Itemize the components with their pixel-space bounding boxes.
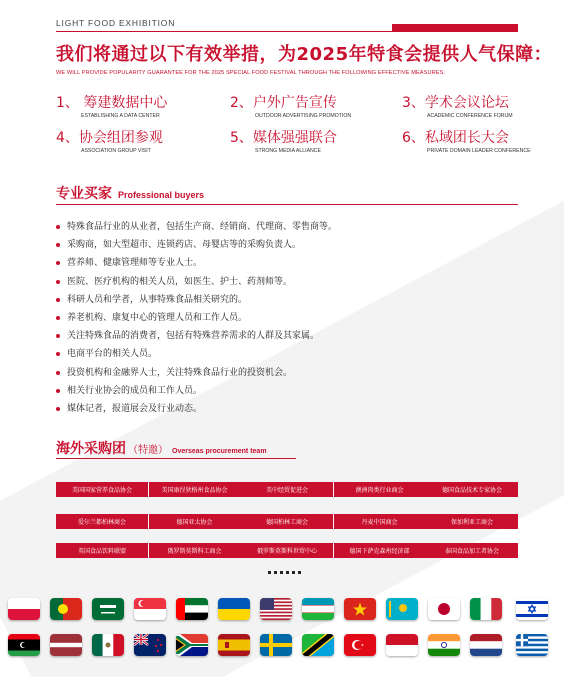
new-zealand-flag — [134, 634, 166, 656]
indonesia-flag — [386, 634, 418, 656]
subheadline: WE WILL PROVIDE POPULARITY GUARANTEE FOR THE 2025 SPECIAL FOOD FESTIVAL THROUGH THE FOLLOWING EFFECTIVE MEASURES： — [56, 70, 450, 76]
list-item: 养老机构、康复中心的管理人员和工作人员。 — [56, 309, 516, 327]
buyers-section-rule — [56, 204, 518, 205]
measure-title: 5、媒体强强联合 — [230, 130, 337, 146]
measure-subtitle: ESTABLISHING A DATA CENTER — [81, 113, 160, 119]
buyers-title-cn: 专业买家 — [56, 186, 112, 202]
org-badge: 澳洲肉类行业商会 — [334, 482, 426, 497]
bullet-icon — [56, 371, 60, 375]
org-badge: 爱尔兰都柏林商会 — [56, 514, 148, 529]
org-badge: 俄罗斯莫斯科世贸中心 — [241, 543, 333, 558]
measure-item — [402, 92, 564, 119]
bullet-icon — [56, 407, 60, 411]
bullet-icon — [56, 261, 60, 265]
greece-flag — [516, 634, 548, 656]
overseas-section-rule — [56, 458, 296, 459]
poland-flag — [8, 598, 40, 620]
india-flag — [428, 634, 460, 656]
singapore-flag — [134, 598, 166, 620]
bullet-icon — [56, 316, 60, 320]
bullet-icon — [56, 389, 60, 393]
bullet-icon — [56, 298, 60, 302]
dot-icon — [274, 571, 277, 574]
usa-flag — [260, 598, 292, 620]
org-badge: 美国康涅狄格州食品协会 — [149, 482, 241, 497]
headline: 我们将通过以下有效举措，为2025年特食会提供人气保障： — [56, 44, 553, 65]
measure-subtitle: STRONG MEDIA ALLIANCE — [255, 148, 322, 154]
org-badge: 德国柏林工商会 — [241, 514, 333, 529]
measure-title: 6、私域团长大会 — [402, 130, 509, 146]
pagination-dots — [268, 571, 301, 574]
measure-title: 3、学术会议论坛 — [402, 95, 509, 111]
top-accent-block — [392, 24, 518, 32]
list-item: 特殊食品行业的从业者，包括生产商、经销商、代理商、零售商等。 — [56, 218, 516, 236]
spain-flag — [218, 634, 250, 656]
list-item: 媒体记者，报道展会及行业动态。 — [56, 400, 516, 418]
overseas-title-note: （特邀） — [128, 445, 168, 456]
list-item: 投资机构和金融界人士，关注特殊食品行业的投资机会。 — [56, 364, 516, 382]
measure-title: 1、 筹建数据中心 — [56, 95, 168, 111]
dot-icon — [298, 571, 301, 574]
list-item: 相关行业协会的成员和工作人员。 — [56, 382, 516, 400]
org-badge: 保加利亚工商会 — [426, 514, 518, 529]
portugal-flag — [50, 598, 82, 620]
list-item: 采购商，如大型超市、连锁药店、母婴店等的采购负责人。 — [56, 236, 516, 254]
buyers-section-title — [56, 183, 204, 203]
dot-icon — [286, 571, 289, 574]
bullet-icon — [56, 334, 60, 338]
kazakhstan-flag — [386, 598, 418, 620]
org-badge: 德国亚太协会 — [149, 514, 241, 529]
measure-subtitle: PRIVATE DOMAIN LEADER CONFERENCE — [427, 148, 531, 154]
org-badge: 美中经贸促进会 — [241, 482, 333, 497]
org-badge: 德国食品技术专家协会 — [426, 482, 518, 497]
bullet-icon — [56, 225, 60, 229]
uzbekistan-flag — [302, 598, 334, 620]
list-item: 科研人员和学者，从事特殊食品相关研究的。 — [56, 291, 516, 309]
overseas-section-title — [56, 438, 267, 458]
israel-flag — [516, 598, 548, 620]
measure-subtitle: ACADEMIC CONFERENCE FORUM — [427, 113, 513, 119]
overseas-org-grid — [56, 482, 518, 562]
overseas-title-en: Overseas procurement team — [172, 448, 267, 455]
italy-flag — [470, 598, 502, 620]
mexico-flag — [92, 634, 124, 656]
tanzania-flag — [302, 634, 334, 656]
saudi-arabia-flag — [92, 598, 124, 620]
bullet-icon — [56, 243, 60, 247]
vietnam-flag — [344, 598, 376, 620]
netherlands-flag — [470, 634, 502, 656]
dot-icon — [292, 571, 295, 574]
latvia-flag — [50, 634, 82, 656]
buyers-title-en: Professional buyers — [118, 190, 205, 200]
measures-grid — [56, 92, 536, 162]
measure-item — [56, 127, 226, 154]
buyers-list — [56, 218, 516, 418]
dot-icon — [280, 571, 283, 574]
measure-subtitle: OUTDOOR ADVERTISING PROMOTION — [255, 113, 352, 119]
turkey-flag — [344, 634, 376, 656]
measure-item — [230, 92, 400, 119]
overseas-title-cn: 海外采购团 — [56, 441, 126, 457]
measure-title: 4、协会组团参观 — [56, 130, 163, 146]
measure-subtitle: ASSOCIATION GROUP VISIT — [81, 148, 151, 154]
japan-flag — [428, 598, 460, 620]
org-badge: 丹麦中国商会 — [334, 514, 426, 529]
south-africa-flag — [176, 634, 208, 656]
measure-item — [56, 92, 226, 119]
libya-flag — [8, 634, 40, 656]
list-item: 电商平台的相关人员。 — [56, 345, 516, 363]
flags-row — [8, 596, 556, 660]
org-badge: 美国国家营养食品协会 — [56, 482, 148, 497]
org-badge: 泰国食品加工者协会 — [426, 543, 518, 558]
top-rule — [56, 31, 392, 32]
brand-label: LIGHT FOOD EXHIBITION — [56, 18, 176, 28]
org-badge: 俄罗斯莫斯科工商会 — [149, 543, 241, 558]
uae-flag — [176, 598, 208, 620]
list-item: 营养师、健康管理师等专业人士。 — [56, 254, 516, 272]
org-badge: 英国食品饮料联盟 — [56, 543, 148, 558]
measure-title: 2、户外广告宣传 — [230, 95, 337, 111]
dot-icon — [268, 571, 271, 574]
top-bar — [0, 14, 564, 34]
measure-item — [402, 127, 564, 154]
bullet-icon — [56, 280, 60, 284]
sweden-flag — [260, 634, 292, 656]
list-item: 关注特殊食品的消费者，包括有特殊营养需求的人群及其家属。 — [56, 327, 516, 345]
measure-item — [230, 127, 400, 154]
list-item: 医院、医疗机构的相关人员，如医生、护士、药剂师等。 — [56, 273, 516, 291]
bullet-icon — [56, 352, 60, 356]
org-badge: 德国下萨克森州经济部 — [334, 543, 426, 558]
ukraine-flag — [218, 598, 250, 620]
